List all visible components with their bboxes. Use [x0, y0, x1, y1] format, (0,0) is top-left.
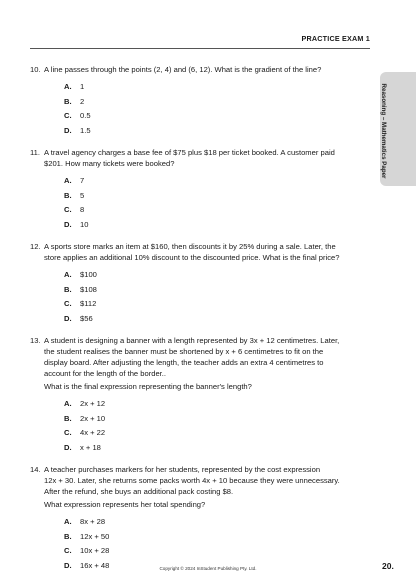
option-letter: A.: [64, 82, 72, 91]
question-item: [30, 335, 370, 455]
answer-option[interactable]: [64, 124, 370, 139]
option-letter: B.: [64, 413, 72, 423]
option-text: 0.5: [80, 111, 91, 120]
answer-options: [30, 80, 370, 138]
question-text: A travel agency charges a base fee of $75 plus $18 per ticket booked. A customer paid: [44, 148, 335, 157]
question-text-line: [30, 346, 370, 357]
question-text-line: [30, 368, 370, 379]
question-text: A teacher purchases markers for her students, represented by the cost expression: [44, 465, 321, 474]
answer-option[interactable]: [64, 109, 370, 124]
option-letter: D.: [64, 125, 72, 135]
question-text-line: [30, 252, 370, 263]
page-number: 20.: [382, 561, 394, 571]
side-tab-label: Reasoning – Mathematics Paper: [380, 83, 388, 179]
answer-option[interactable]: [64, 174, 370, 189]
option-letter: C.: [64, 428, 72, 437]
page-header-title: PRACTICE EXAM 1: [301, 34, 370, 43]
question-text: the student realises the banner must be shortened by x + 6 centimetres to fit on the: [44, 347, 324, 356]
option-text: 2x + 12: [80, 399, 106, 408]
option-text: $56: [80, 313, 93, 323]
option-letter: D.: [64, 442, 72, 452]
option-letter: C.: [64, 111, 72, 120]
answer-option[interactable]: [64, 95, 370, 110]
answer-option[interactable]: [64, 515, 370, 530]
question-item: [30, 64, 370, 138]
question-text-line: [30, 64, 370, 75]
answer-option[interactable]: [64, 80, 370, 95]
option-text: 12x + 50: [80, 531, 110, 541]
answer-option[interactable]: [64, 203, 370, 218]
question-text-line: [30, 486, 370, 497]
answer-option[interactable]: [64, 397, 370, 412]
question-text: account for the length of the border..: [44, 369, 167, 378]
option-text: x + 18: [80, 442, 101, 452]
option-text: 16x + 48: [80, 560, 110, 570]
questions-list: [30, 64, 370, 582]
question-text: display board. After adjusting the length, the teacher adds an extra 4 centimetres to: [44, 358, 324, 367]
question-number: 13.: [30, 336, 41, 345]
answer-option[interactable]: [64, 426, 370, 441]
answer-option[interactable]: [64, 297, 370, 312]
question-text-line: [30, 475, 370, 486]
option-text: 8x + 28: [80, 517, 106, 526]
question-text: A sports store marks an item at $160, then discounts it by 25% during a sale. Later, the: [44, 242, 336, 251]
answer-options: [30, 515, 370, 573]
question-text-line: [30, 335, 370, 346]
question-text-line: [30, 147, 370, 158]
option-letter: C.: [64, 546, 72, 555]
answer-option[interactable]: [64, 268, 370, 283]
question-text-line: [30, 158, 370, 169]
section-side-tab: [380, 72, 416, 186]
header-divider: [30, 48, 370, 49]
question-text: A line passes through the points (2, 4) and (6, 12). What is the gradient of the line?: [44, 65, 322, 74]
answer-option[interactable]: [64, 312, 370, 327]
question-item: [30, 464, 370, 573]
option-text: $100: [80, 270, 97, 279]
option-letter: B.: [64, 190, 72, 200]
answer-options: [30, 174, 370, 232]
option-text: 5: [80, 190, 85, 200]
option-letter: D.: [64, 219, 72, 229]
question-prompt: What expression represents her total spending?: [44, 500, 206, 509]
answer-options: [30, 268, 370, 326]
question-item: [30, 241, 370, 326]
answer-option[interactable]: [64, 530, 370, 545]
question-number: 10.: [30, 65, 41, 74]
option-letter: D.: [64, 313, 72, 323]
question-number: 14.: [30, 465, 41, 474]
answer-option[interactable]: [64, 218, 370, 233]
option-letter: B.: [64, 284, 72, 294]
option-text: 10x + 28: [80, 546, 110, 555]
option-letter: A.: [64, 399, 72, 408]
question-text: 12x + 30. Later, she returns some packs worth 4x + 10 because they were unnecessary.: [44, 476, 340, 485]
option-text: 7: [80, 176, 85, 185]
option-text: 4x + 22: [80, 428, 106, 437]
option-text: 2: [80, 96, 85, 106]
question-text: store applies an additional 10% discount to the discounted price. What is the final price?: [44, 253, 340, 262]
question-number: 11.: [30, 148, 40, 157]
option-letter: B.: [64, 531, 72, 541]
option-letter: A.: [64, 176, 72, 185]
question-text-line: [30, 357, 370, 368]
option-text: 1.5: [80, 125, 91, 135]
option-letter: B.: [64, 96, 72, 106]
question-text: After the refund, she buys an additional pack costing $8.: [44, 487, 234, 496]
answer-options: [30, 397, 370, 455]
option-text: 10: [80, 219, 89, 229]
option-text: 1: [80, 82, 85, 91]
answer-option[interactable]: [64, 412, 370, 427]
option-text: 8: [80, 205, 85, 214]
option-letter: A.: [64, 270, 72, 279]
footer-copyright: Copyright © 2024 InStudent Publishing Pty. Ltd.: [159, 566, 257, 571]
option-letter: C.: [64, 205, 72, 214]
question-text: A student is designing a banner with a length represented by 3x + 12 centimetres. Later,: [44, 336, 340, 345]
option-letter: D.: [64, 560, 72, 570]
answer-option[interactable]: [64, 189, 370, 204]
option-letter: A.: [64, 517, 72, 526]
question-item: [30, 147, 370, 232]
option-text: $112: [80, 299, 97, 308]
question-text-line: [30, 464, 370, 475]
option-text: $108: [80, 284, 97, 294]
question-prompt: What is the final expression representing the banner's length?: [44, 382, 252, 391]
question-text-line: [30, 241, 370, 252]
question-text: $201. How many tickets were booked?: [44, 159, 175, 168]
option-letter: C.: [64, 299, 72, 308]
answer-option[interactable]: [64, 441, 370, 456]
question-number: 12.: [30, 242, 41, 251]
option-text: 2x + 10: [80, 413, 106, 423]
answer-option[interactable]: [64, 544, 370, 559]
answer-option[interactable]: [64, 283, 370, 298]
